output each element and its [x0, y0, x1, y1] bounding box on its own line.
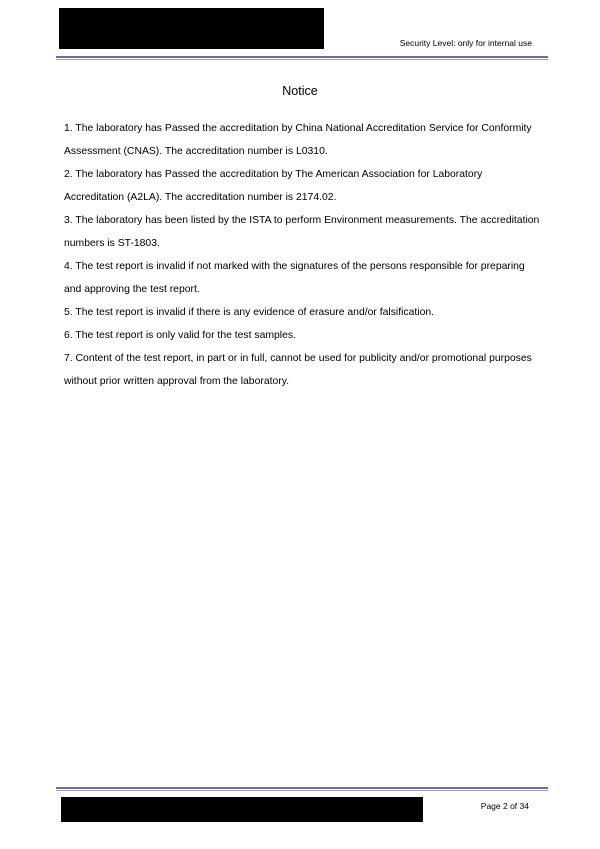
- notice-item-5: 5. The test report is invalid if there is any evidence of erasure and/or falsification.: [64, 307, 435, 318]
- footer-divider-thin-line: [56, 790, 548, 791]
- notice-item-1: 1. The laboratory has Passed the accreditation by China National Accreditation Service for Conformity Assessment (CNAS). The accreditation number is L0310.: [64, 123, 532, 157]
- header-redaction-block: [59, 8, 324, 49]
- footer-redaction-block: [61, 797, 423, 822]
- notice-item-7: 7. Content of the test report, in part or in full, cannot be used for publicity and/or promotional purposes without prior written approval from the laboratory.: [64, 353, 532, 387]
- page-number: Page 2 of 34: [480, 801, 529, 811]
- notice-list: [64, 117, 542, 393]
- notice-title: Notice: [282, 84, 318, 98]
- security-level-label: Security Level: only for internal use: [399, 38, 532, 48]
- notice-item-6: 6. The test report is only valid for the test samples.: [64, 330, 296, 341]
- notice-item-3: 3. The laboratory has been listed by the ISTA to perform Environment measurements. The accreditation numbers is ST-1803.: [64, 215, 540, 249]
- header-divider-thick-line: [56, 56, 548, 58]
- header-divider: [56, 56, 548, 61]
- header-divider-thin-line: [56, 59, 548, 60]
- notice-item-4: 4. The test report is invalid if not marked with the signatures of the persons responsible for preparing and approving the test report.: [64, 261, 525, 295]
- notice-item-2: 2. The laboratory has Passed the accreditation by The American Association for Laboratory Accreditation (A2LA). The accreditation number is 2174.02.: [64, 169, 483, 203]
- footer-divider: [56, 787, 548, 792]
- footer-divider-thick-line: [56, 787, 548, 789]
